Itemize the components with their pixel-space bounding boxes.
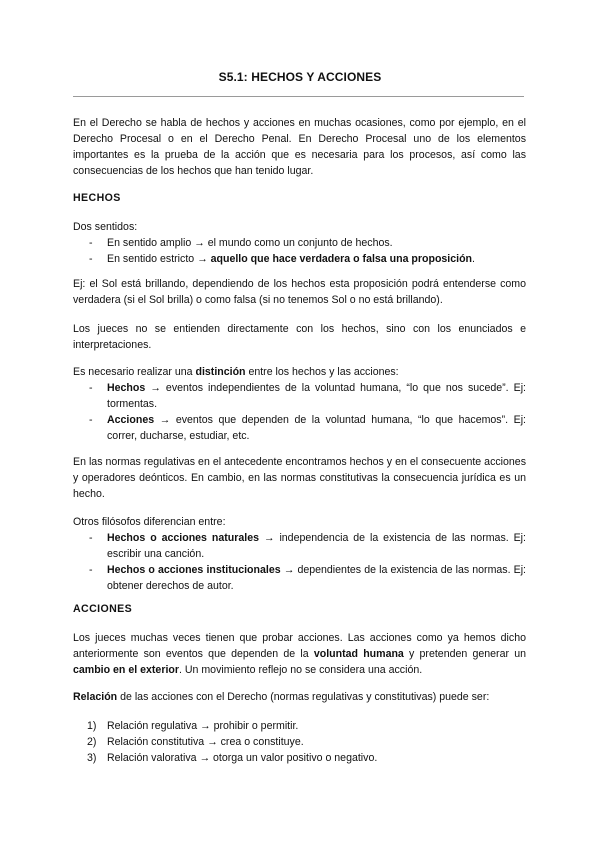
hechos-heading: HECHOS [73, 192, 121, 204]
list-item: - Hechos o acciones naturales → independencia de la existencia de las normas. Ej: escribir una canción. [89, 532, 526, 560]
philosophers-intro: Otros filósofos diferencian entre: [73, 516, 226, 528]
bullet-marker: - [89, 532, 93, 544]
list-item: - En sentido amplio → el mundo como un conjunto de hechos. [89, 237, 393, 249]
norms-paragraph: En las normas regulativas en el antecedente encontramos hechos y en el consecuente acciones y operadores deónticos. En cambio, en las normas constitutivas la consecuencia jurídica es un hecho. [73, 456, 526, 500]
distinction-list [73, 380, 526, 444]
title-divider [73, 96, 524, 97]
bullet-marker: - [89, 382, 93, 394]
list-item: - En sentido estricto → aquello que hace verdadera o falsa una proposición. [89, 253, 475, 265]
bullet-marker: - [89, 253, 93, 265]
relations-list [73, 718, 526, 766]
list-item: 1) Relación regulativa → prohibir o permitir. [87, 720, 299, 732]
distinction-intro: Es necesario realizar una distinción entre los hechos y las acciones: [73, 366, 399, 378]
judges-paragraph: Los jueces no se entienden directamente con los hechos, sino con los enunciados e interpretaciones. [73, 323, 526, 351]
list-number: 1) [87, 720, 97, 732]
list-item: 2) Relación constitutiva → crea o constituye. [87, 736, 304, 748]
bullet-marker: - [89, 414, 93, 426]
relation-intro: Relación de las acciones con el Derecho (normas regulativas y constitutivas) puede ser: [73, 691, 490, 703]
list-number: 3) [87, 752, 97, 764]
acciones-paragraph: Los jueces muchas veces tienen que probar acciones. Las acciones como ya hemos dicho anteriormente son eventos que dependen de la voluntad humana y pretenden generar un cambio en el exterior. Un movimiento reflejo no se considera una acción. [73, 632, 526, 676]
page-title: S5.1: HECHOS Y ACCIONES [218, 70, 382, 84]
bullet-marker: - [89, 564, 93, 576]
philosophers-list [73, 530, 526, 594]
list-number: 2) [87, 736, 97, 748]
list-item: - Hechos o acciones institucionales → dependientes de la existencia de las normas. Ej: obtener derechos de autor. [89, 564, 527, 592]
senses-list [73, 235, 526, 267]
senses-intro: Dos sentidos: [73, 221, 138, 233]
list-item: - Acciones → eventos que dependen de la voluntad humana, “lo que hacemos”. Ej: correr, ducharse, estudiar, etc. [89, 414, 526, 442]
list-item: 3) Relación valorativa → otorga un valor positivo o negativo. [87, 752, 378, 764]
acciones-heading: ACCIONES [73, 603, 133, 615]
intro-paragraph: En el Derecho se habla de hechos y acciones en muchas ocasiones, como por ejemplo, en el Derecho Procesal o en el Derecho Penal. En Derecho Procesal uno de los elementos importantes es la prueba de la acción que es necesaria para los procesos, así como las consecuencias de los hechos que han tenido lugar. [73, 117, 526, 177]
bullet-marker: - [89, 237, 93, 249]
list-item: - Hechos → eventos independientes de la voluntad humana, “lo que nos sucede”. Ej: tormentas. [89, 382, 526, 410]
example-paragraph: Ej: el Sol está brillando, dependiendo de los hechos esta proposición podrá entenderse como verdadera (si el Sol brilla) o como falsa (si no tenemos Sol o no está brillando). [73, 278, 526, 306]
